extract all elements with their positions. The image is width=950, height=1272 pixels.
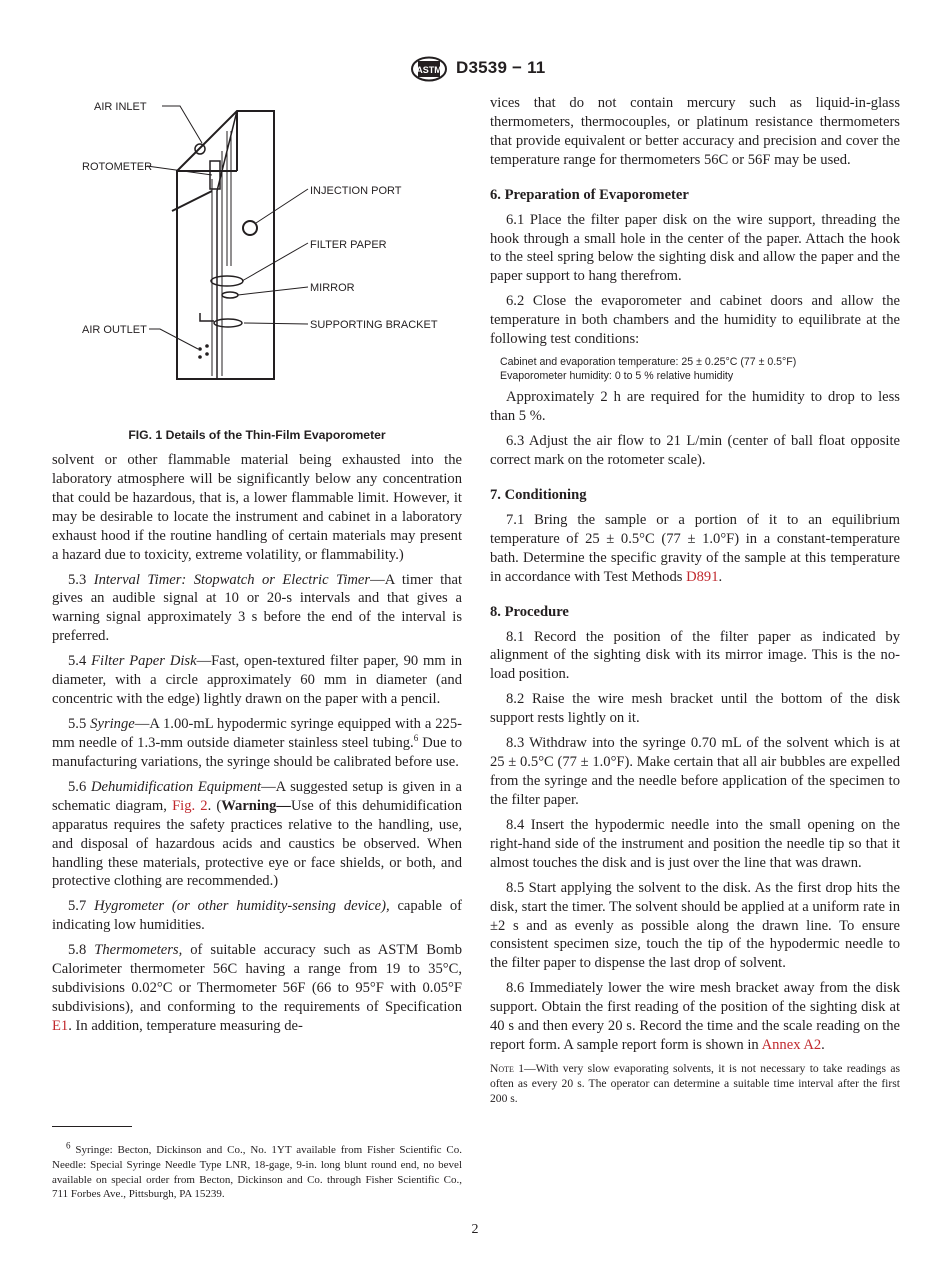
- right-column: [490, 94, 900, 1112]
- injection-port-shape: [243, 221, 257, 235]
- section-6-1: 6.1 Place the filter paper disk on the wire support, threading the hook through a small hole in the center of the paper. Attach the hook to the steel spring below the sighting disk and allow the paper and the paper support to hang therefrom.: [490, 211, 900, 285]
- section-7-1: 7.1 Bring the sample or a portion of it to an equilibrium temperature of 25 ± 0.5°C (77 ± 1.0°F) in a constant-temperature bath. Determine the specific gravity of the sample at this temperature in accordance with Test Methods D891.: [490, 511, 900, 585]
- section-5-5: 5.5 Syringe—A 1.00-mL hypodermic syringe equipped with a 225-mm needle of 1.3-mm outside diameter stainless steel tubing.$^6$ Due to manufacturing variations, the syringe should be calibrated before use.: [52, 716, 462, 770]
- page-number: 2: [471, 1222, 479, 1237]
- note-1: Note 1—With very slow evaporating solvents, it is not necessary to take readings as often as every 20 s. The operator can determine a suitable time interval after the first 200 s.: [490, 1062, 900, 1106]
- label-filter-paper: FILTER PAPER: [310, 239, 387, 251]
- bracket-shape: [214, 319, 242, 327]
- section-8-1: 8.1 Record the position of the filter paper as indicated by alignment of the sighting disk with its mirror image. This is the no-load position.: [490, 628, 900, 683]
- condition-temperature: Cabinet and evaporation temperature: 25 ± 0.25°C (77 ± 0.5°F): [500, 356, 797, 369]
- label-air-outlet: AIR OUTLET: [82, 324, 147, 336]
- filter-paper-shape: [211, 276, 243, 286]
- left-column: [52, 91, 462, 1042]
- evaporometer-diagram: [52, 91, 462, 426]
- section-8-6: 8.6 Immediately lower the wire mesh bracket away from the disk support. Obtain the first reading of the position of the sighting disk at 40 s and then every 20 s. Record the time and the scale reading on the report form. A sample report form is shown in Annex A2.: [490, 980, 900, 1054]
- svg-text:ASTM: ASTM: [416, 65, 442, 75]
- section-5-7: 5.7 Hygrometer (or other humidity-sensing device), capable of indicating low humidities.: [52, 898, 462, 934]
- section-8-4: 8.4 Insert the hypodermic needle into the small opening on the right-hand side of the instrument and position the needle tip so that it almost touches the disk and is just over the line that was drawn.: [490, 816, 900, 871]
- paragraph-continued-right: vices that do not contain mercury such as liquid-in-glass thermometers, thermocouples, or platinum resistance thermometers that provide equivalent or better accuracy and precision and cover the temperature range for thermometers 56C or 56F may be used.: [490, 95, 900, 168]
- heading-section-6: 6. Preparation of Evaporometer: [490, 186, 689, 203]
- cabinet-outline: [177, 111, 274, 379]
- heading-section-7: 7. Conditioning: [490, 486, 587, 503]
- page-header: [0, 56, 950, 84]
- annex-a2-link[interactable]: Annex A2: [761, 1037, 822, 1054]
- section-8-3: 8.3 Withdraw into the syringe 0.70 mL of the solvent which is at 25 ± 0.5°C (77 ± 1.0°F). Make certain that all air bubbles are expelled from the syringe and the needle before application of the specimen to the filter paper.: [490, 735, 900, 808]
- section-5-6: 5.6 Dehumidification Equipment—A suggested setup is given in a schematic diagram, Fig. 2. (Warning—Use of this dehumidification apparatus requires the safety practices relative to the handling, use, and disposal of hazardous acids and caustics be observed. When handling these materials, protective eye or face shields, or both, and protective clothing are recommended.): [52, 778, 463, 890]
- footnote-6: $^6$ Syringe: Becton, Dickinson and Co., No. 1YT available from Fisher Scientific Co. Needle: Special Syringe Needle Type LNR, 18-gage, 9-in. long blunt round end, no bevel available on special order from Becton, Dickinson and Co. through Fisher Scientific Co., 711 Forbes Ave., Pittsburgh, PA 15239.: [52, 1140, 462, 1201]
- mirror-shape: [222, 292, 238, 298]
- footnote-ref-6: 6: [413, 733, 419, 744]
- figure-caption: FIG. 1 Details of the Thin-Film Evaporometer: [128, 428, 386, 442]
- astm-logo-icon: [410, 56, 448, 82]
- section-6-2: 6.2 Close the evaporometer and cabinet doors and allow the temperature in both chambers and the humidity to equilibrate at the following test conditions:: [490, 293, 900, 348]
- label-mirror: MIRROR: [310, 282, 355, 294]
- condition-humidity: Evaporometer humidity: 0 to 5 % relative humidity: [500, 370, 734, 383]
- section-5-8: 5.8 Thermometers, of suitable accuracy such as ASTM Bomb Calorimeter thermometer 56C having a range from 19 to 35°C, subdivisions 0.02°C or Thermometer 56F (66 to 95°F with 0.05°F subdivisions), and conforming to the requirements of Specification E1. In addition, temperature measuring de-: [52, 942, 462, 1034]
- air-outlet-holes: [198, 344, 209, 359]
- label-air-inlet: AIR INLET: [94, 101, 147, 113]
- section-8-5: 8.5 Start applying the solvent to the disk. As the first drop hits the disk, start the timer. The solvent should be applied at a uniform rate in ±2 s and as evenly as possible along the drawn line. To ensure consistent specimen size, touch the tip of the hypodermic needle to the filter paper to dispense the last drop of solvent.: [490, 879, 900, 972]
- label-supporting-bracket: SUPPORTING BRACKET: [310, 319, 438, 331]
- section-8-2: 8.2 Raise the wire mesh bracket until the bottom of the disk support rests lightly on it.: [490, 691, 900, 727]
- section-6-2-continued: Approximately 2 h are required for the humidity to drop to less than 5 %.: [490, 389, 900, 425]
- label-injection-port: INJECTION PORT: [310, 185, 402, 197]
- fig-2-link[interactable]: Fig. 2: [172, 797, 208, 814]
- label-rotometer: ROTOMETER: [82, 161, 153, 173]
- section-5-4: 5.4 Filter Paper Disk—Fast, open-textured filter paper, 90 mm in diameter, with a circle approximately 60 mm in diameter (and concentric with the edge) lightly drawn on the paper with a pencil.: [52, 653, 462, 708]
- section-5-3: 5.3 Interval Timer: Stopwatch or Electric Timer—A timer that gives an audible signal at 10 or 20-s intervals and that gives a warning signal approximately 3 s before the end of the interval is preferred.: [52, 571, 462, 645]
- section-6-3: 6.3 Adjust the air flow to 21 L/min (center of ball float opposite correct mark on the rotometer scale).: [490, 433, 900, 468]
- e1-link[interactable]: E1: [52, 1017, 69, 1034]
- figure-1: [52, 91, 462, 426]
- d891-link[interactable]: D891: [686, 568, 719, 585]
- footnote-divider: [52, 1126, 132, 1127]
- paragraph-continued: solvent or other flammable material being exhausted into the laboratory atmosphere will be significantly below any concentration that could be hazardous, that is, a lower flammable limit. However, it may be desirable to locate the instrument and cabinet in a laboratory exhaust hood if the routine handling of certain materials may present a hazard due to toxicity, extreme volatility, or flammability.): [52, 452, 462, 563]
- test-conditions: [500, 355, 900, 383]
- document-id: D3539 − 11: [456, 58, 546, 77]
- heading-section-8: 8. Procedure: [490, 603, 569, 620]
